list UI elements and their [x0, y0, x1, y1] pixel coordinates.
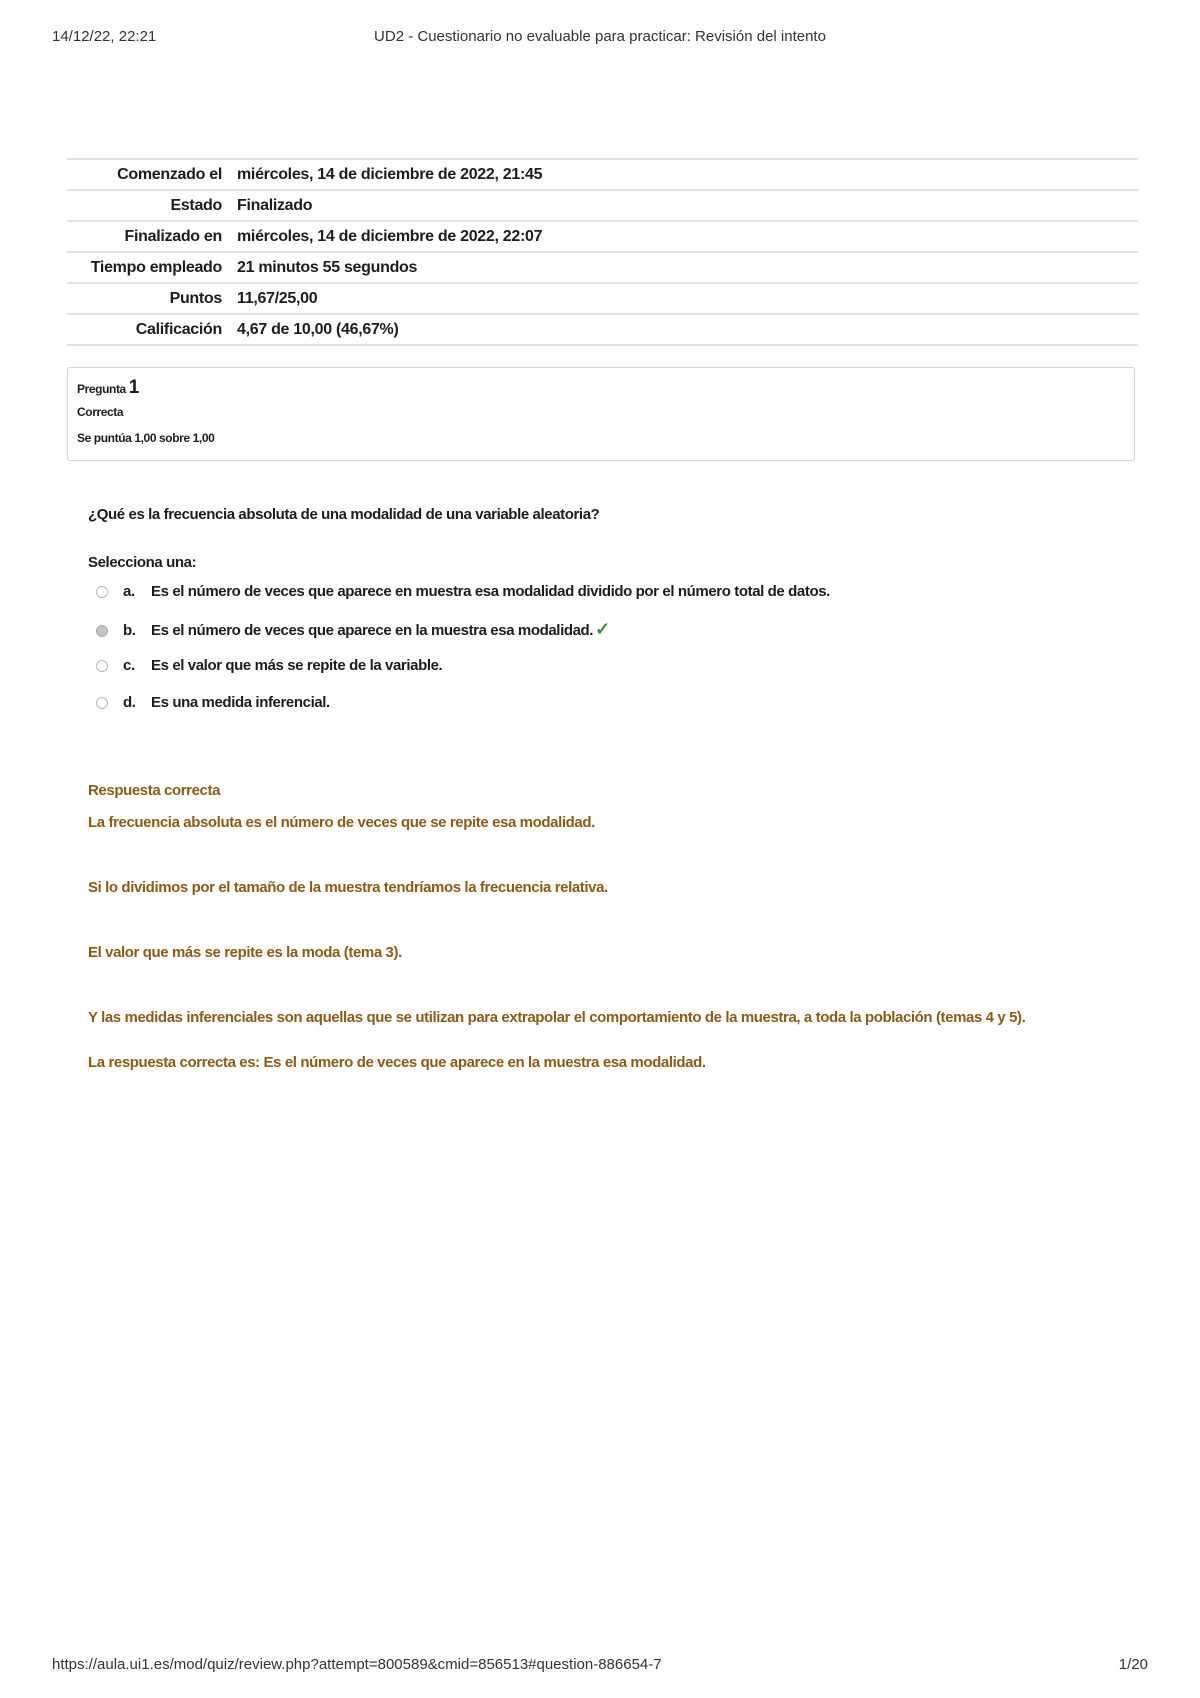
feedback-paragraph: Si lo dividimos por el tamaño de la muestra tendríamos la frecuencia relativa. [88, 879, 608, 896]
answer-prompt: Selecciona una: [88, 554, 197, 571]
answer-letter: c. [123, 657, 135, 674]
summary-label: Puntos [169, 290, 222, 307]
radio-button[interactable] [96, 586, 108, 598]
summary-row-started [67, 159, 1138, 190]
summary-value: Finalizado [237, 197, 313, 214]
summary-label: Calificación [135, 321, 222, 338]
answer-option-d[interactable] [96, 691, 830, 728]
radio-button[interactable] [96, 660, 108, 672]
question-info-box [67, 367, 1135, 461]
feedback-panel [88, 780, 1128, 1074]
summary-label: Estado [170, 197, 222, 214]
summary-value: miércoles, 14 de diciembre de 2022, 21:45 [237, 166, 543, 183]
answer-text: Es una medida inferencial. [151, 694, 330, 711]
summary-value: 11,67/25,00 [237, 290, 318, 307]
check-icon: ✓ [595, 619, 610, 639]
answer-option-a[interactable] [96, 580, 830, 617]
page-url: https://aula.ui1.es/mod/quiz/review.php?attempt=800589&cmid=856513#question-886654-7 [52, 1656, 662, 1673]
summary-row-marks [67, 283, 1138, 314]
question-number-value: 1 [128, 377, 139, 398]
question-number [77, 377, 1125, 400]
question-text: ¿Qué es la frecuencia absoluta de una modalidad de una variable aleatoria? [88, 506, 600, 523]
summary-label: Finalizado en [124, 228, 222, 245]
summary-row-state [67, 190, 1138, 221]
answer-option-c[interactable] [96, 654, 830, 691]
summary-row-grade [67, 314, 1138, 345]
answer-letter: b. [123, 622, 136, 639]
page-number: 1/20 [1118, 1656, 1148, 1673]
feedback-paragraph: La frecuencia absoluta es el número de veces que se repite esa modalidad. [88, 814, 595, 831]
print-title: UD2 - Cuestionario no evaluable para practicar: Revisión del intento [374, 28, 826, 45]
feedback-paragraph: Y las medidas inferenciales son aquellas que se utilizan para extrapolar el comportamiento de la muestra, a toda la población (temas 4 y 5). [88, 1009, 1026, 1026]
summary-value: 21 minutos 55 segundos [237, 259, 418, 276]
print-date: 14/12/22, 22:21 [52, 28, 157, 45]
answer-option-b[interactable] [96, 617, 830, 654]
correct-answer-text: La respuesta correcta es: Es el número de veces que aparece en la muestra esa modalidad. [88, 1054, 706, 1071]
radio-button-selected[interactable] [96, 625, 108, 637]
summary-label: Tiempo empleado [90, 259, 222, 276]
answer-text: Es el número de veces que aparece en muestra esa modalidad dividido por el número total de datos. [151, 583, 830, 600]
answer-list [96, 580, 830, 728]
summary-value: 4,67 de 10,00 (46,67%) [237, 321, 399, 338]
question-grade: Se puntúa 1,00 sobre 1,00 [77, 431, 215, 445]
answer-letter: a. [123, 583, 135, 600]
summary-label: Comenzado el [117, 166, 222, 183]
summary-row-completed [67, 221, 1138, 252]
answer-letter: d. [123, 694, 136, 711]
feedback-paragraph: El valor que más se repite es la moda (tema 3). [88, 944, 402, 961]
summary-value: miércoles, 14 de diciembre de 2022, 22:07 [237, 228, 543, 245]
radio-button[interactable] [96, 697, 108, 709]
question-label: Pregunta [77, 382, 126, 396]
question-state: Correcta [77, 405, 124, 419]
print-header [52, 28, 1148, 48]
feedback-title: Respuesta correcta [88, 782, 221, 799]
summary-row-time-taken [67, 252, 1138, 283]
answer-text: Es el valor que más se repite de la variable. [151, 657, 443, 674]
answer-text: Es el número de veces que aparece en la muestra esa modalidad. [151, 622, 594, 639]
attempt-summary-table [67, 158, 1138, 346]
